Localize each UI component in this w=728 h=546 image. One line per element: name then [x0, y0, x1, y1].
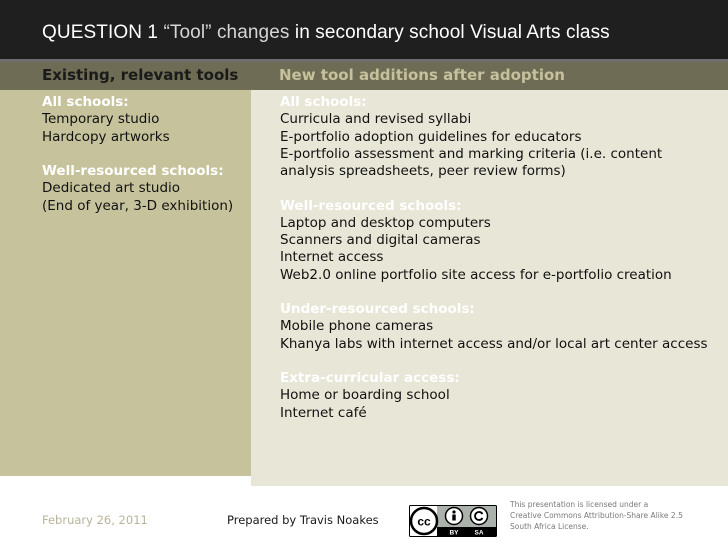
list-item: Hardcopy artworks — [42, 128, 170, 145]
badge-text-strip — [437, 527, 496, 536]
footer-date: February 26, 2011 — [42, 513, 148, 527]
list-item: Web2.0 online portfolio site access for e-portfolio creation — [280, 266, 672, 283]
group-heading: Under-resourced schools: — [280, 301, 475, 317]
license-line: South Africa License. — [510, 522, 589, 531]
group-heading: Well-resourced schools: — [280, 197, 462, 214]
footer-author: Prepared by Travis Noakes — [227, 513, 379, 527]
attribution-icon-body — [452, 515, 455, 521]
title-part-school: in secondary school — [289, 22, 471, 43]
list-item: analysis spreadsheets, peer review forms) — [280, 163, 566, 179]
cc-by-sa-badge[interactable] — [409, 505, 497, 537]
license-line: This presentation is licensed under a — [510, 500, 649, 509]
list-item: Curricula and revised syllabi — [280, 111, 472, 128]
license-notice — [510, 499, 683, 532]
group-heading: Extra-curricular access: — [280, 370, 460, 386]
title-part-visual-arts: Visual Arts class — [470, 22, 610, 43]
list-item: Khanya labs with internet access and/or local art center access — [280, 335, 708, 352]
list-item: Scanners and digital cameras — [280, 232, 481, 248]
cc-icon-label: cc — [417, 514, 431, 529]
sa-label: SA — [474, 529, 484, 537]
left-column-header: Existing, relevant tools — [42, 66, 239, 84]
title-bar — [0, 0, 728, 62]
list-item: Laptop and desktop computers — [280, 214, 491, 231]
attribution-icon-head — [452, 510, 455, 513]
by-label: BY — [449, 529, 459, 537]
list-item: Dedicated art studio — [42, 180, 181, 197]
spacer-line — [280, 353, 708, 370]
list-item: Internet access — [280, 249, 384, 266]
list-item: Mobile phone cameras — [280, 318, 434, 335]
group-heading: All schools: — [42, 94, 129, 110]
list-item: E-portfolio assessment and marking criteria (i.e. content — [280, 145, 663, 162]
slide-title — [42, 22, 610, 44]
title-part-question: QUESTION 1 — [42, 22, 164, 43]
new-tools-list — [280, 94, 708, 422]
license-line[interactable]: Creative Commons Attribution-Share Alike 2.5 — [510, 511, 683, 520]
list-item: Home or boarding school — [280, 387, 450, 404]
spacer-line — [42, 146, 233, 163]
list-item: Temporary studio — [42, 111, 160, 128]
list-item: Internet café — [280, 404, 367, 421]
right-column-header: New tool additions after adoption — [279, 66, 565, 84]
list-item: (End of year, 3-D exhibition) — [42, 197, 234, 214]
share-alike-icon — [471, 508, 488, 525]
list-item: E-portfolio adoption guidelines for educators — [280, 128, 582, 145]
spacer-line — [280, 180, 708, 197]
title-part-tool-changes: “Tool” changes — [163, 22, 290, 43]
existing-tools-list — [42, 94, 233, 215]
spacer-line — [280, 284, 708, 301]
group-heading: All schools: — [280, 94, 367, 110]
group-heading: Well-resourced schools: — [42, 163, 224, 179]
